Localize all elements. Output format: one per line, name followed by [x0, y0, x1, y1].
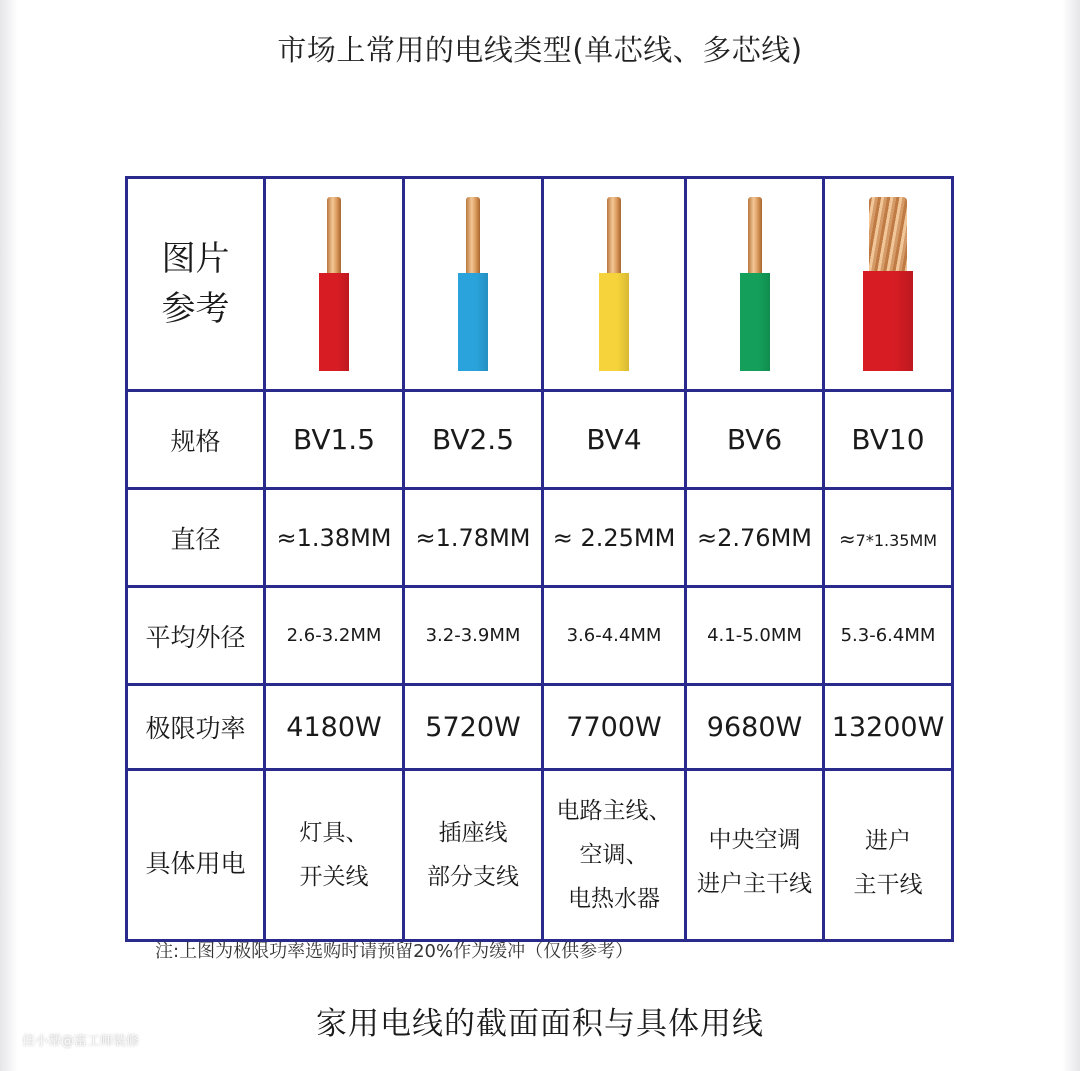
diameter-cell: ≈ 2.25MM	[543, 489, 686, 587]
diameter-cell: ≈1.38MM	[265, 489, 404, 587]
copper-core	[327, 197, 341, 277]
usage-line: 中央空调	[708, 827, 801, 853]
left-edge-shadow	[0, 0, 18, 1071]
wire-image-cell	[543, 178, 686, 391]
usage-line: 电热水器	[568, 886, 660, 912]
row-header-image	[127, 178, 265, 391]
bottom-caption: 家用电线的截面面积与具体用线	[316, 1006, 764, 1042]
copper-core	[748, 197, 762, 277]
right-edge-shadow	[1062, 0, 1080, 1071]
wire-image-cell	[824, 178, 953, 391]
spec-cell: BV2.5	[404, 391, 543, 489]
diameter-approx-sign: ≈	[838, 526, 856, 551]
page-title: 市场上常用的电线类型(单芯线、多芯线)	[277, 33, 803, 67]
usage-cell	[404, 770, 543, 941]
row-header-usage: 具体用电	[127, 770, 265, 941]
copper-core	[607, 197, 621, 277]
usage-cell	[686, 770, 824, 941]
row-header-image-line2: 参考	[161, 289, 230, 329]
wire-spec-table	[125, 176, 954, 942]
outer-diameter-cell: 4.1-5.0MM	[686, 587, 824, 685]
spec-cell: BV4	[543, 391, 686, 489]
max-power-cell: 9680W	[686, 685, 824, 770]
row-header-spec: 规格	[127, 391, 265, 489]
copper-strands	[869, 197, 907, 275]
copper-core	[466, 197, 480, 277]
max-power-cell: 7700W	[543, 685, 686, 770]
usage-line: 进户	[865, 828, 911, 854]
usage-line: 插座线	[438, 820, 508, 846]
table-row-outer-diameter	[127, 587, 953, 685]
footnote: 注:上图为极限功率选购时请预留20%作为缓冲（仅供参考）	[155, 941, 634, 962]
insulation-sleeve	[599, 273, 629, 371]
max-power-cell: 5720W	[404, 685, 543, 770]
table-row-spec	[127, 391, 953, 489]
outer-diameter-cell: 3.2-3.9MM	[404, 587, 543, 685]
usage-line: 电路主线、	[556, 798, 672, 824]
multi-strand-wire-red-icon	[858, 197, 918, 372]
watermark: 佳小帮@富工师装修	[22, 1034, 140, 1049]
diameter-value: 7*1.35MM	[855, 530, 938, 550]
insulation-sleeve	[458, 273, 488, 371]
usage-cell	[265, 770, 404, 941]
diameter-cell: ≈1.78MM	[404, 489, 543, 587]
max-power-cell: 4180W	[265, 685, 404, 770]
table-row-diameter	[127, 489, 953, 587]
usage-line: 灯具、	[299, 820, 369, 846]
single-core-wire-blue-icon	[443, 197, 503, 372]
wire-image-cell	[404, 178, 543, 391]
outer-diameter-cell: 3.6-4.4MM	[543, 587, 686, 685]
usage-line: 部分支线	[427, 864, 519, 890]
usage-line: 空调、	[579, 842, 649, 868]
usage-line: 进户主干线	[697, 871, 812, 897]
usage-cell	[824, 770, 953, 941]
max-power-cell: 13200W	[824, 685, 953, 770]
row-header-image-line1: 图片	[161, 239, 230, 279]
single-core-wire-red-icon	[304, 197, 364, 372]
wire-image-cell	[265, 178, 404, 391]
insulation-sleeve	[863, 271, 913, 371]
usage-line: 开关线	[299, 864, 369, 890]
outer-diameter-cell: 2.6-3.2MM	[265, 587, 404, 685]
row-header-outer-diameter: 平均外径	[127, 587, 265, 685]
spec-cell: BV10	[824, 391, 953, 489]
diameter-cell	[824, 489, 953, 587]
single-core-wire-green-icon	[725, 197, 785, 372]
insulation-sleeve	[740, 273, 770, 371]
outer-diameter-cell: 5.3-6.4MM	[824, 587, 953, 685]
table-row-usage	[127, 770, 953, 941]
table-row-max-power	[127, 685, 953, 770]
single-core-wire-yellow-icon	[584, 197, 644, 372]
table-row-image	[127, 178, 953, 391]
wire-image-cell	[686, 178, 824, 391]
row-header-max-power: 极限功率	[127, 685, 265, 770]
diameter-cell: ≈2.76MM	[686, 489, 824, 587]
insulation-sleeve	[319, 273, 349, 371]
usage-cell	[543, 770, 686, 941]
row-header-diameter: 直径	[127, 489, 265, 587]
spec-cell: BV1.5	[265, 391, 404, 489]
usage-line: 主干线	[853, 872, 923, 898]
spec-cell: BV6	[686, 391, 824, 489]
